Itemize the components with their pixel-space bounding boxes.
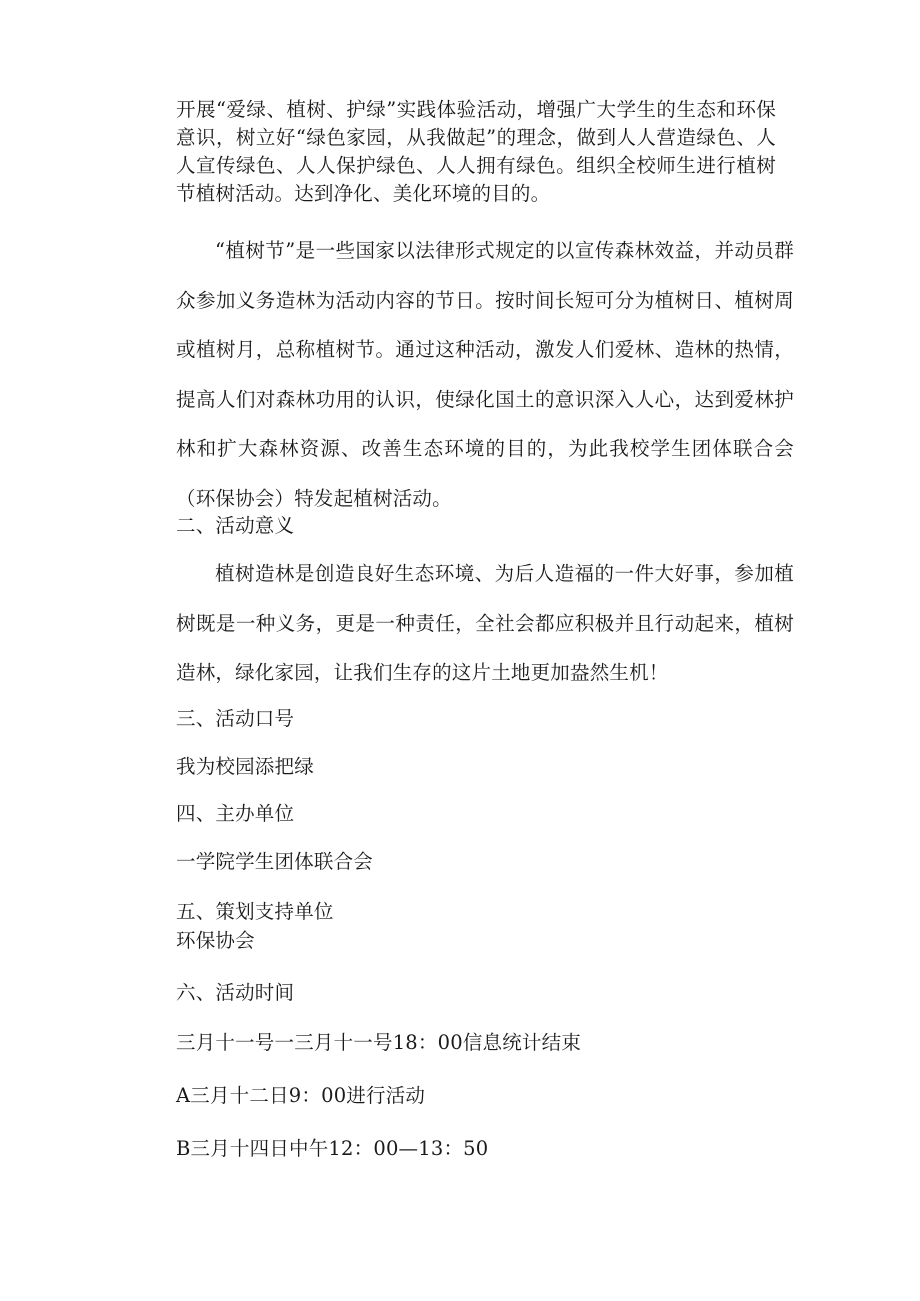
schedule-item-2: A三月十二日9：00进行活动 (176, 1084, 426, 1107)
section-4-heading: 四、主办单位 (176, 802, 295, 825)
intro-paragraph: 开展“爱绿、植树、护绿”实践体验活动，增强广大学生的生态和环保意识，树立好“绿色家园，从我做起”的理念，做到人人营造绿色、人人宣传绿色、人人保护绿色、人人拥有绿色。组织全校师生进行植树节植树活动。达到净化、美化环境的目的。 (176, 98, 776, 205)
section-2-body: 植树造林是创造良好生态环境、为后人造福的一件大好事，参加植树既是一种义务，更是一种责任，全社会都应积极并且行动起来，植树造林，绿化家园，让我们生存的这片土地更加盎然生机！ (176, 562, 794, 684)
section-5-body: 环保协会 (176, 929, 255, 952)
section-3-heading: 三、活动口号 (176, 707, 295, 730)
section-4-body: 一学院学生团体联合会 (176, 850, 374, 873)
schedule-item-3: B三月十四日中午12：00—13：50 (176, 1137, 489, 1160)
section-6-heading: 六、活动时间 (176, 981, 295, 1004)
paragraph-tree-planting-day: “植树节”是一些国家以法律形式规定的以宣传森林效益，并动员群众参加义务造林为活动内容的节日。按时间长短可分为植树日、植树周或植树月，总称植树节。通过这种活动，激发人们爱林、造林的热情，提高人们对森林功用的认识，使绿化国土的意识深入人心，达到爱林护林和扩大森林资源、改善生态环境的目的，为此我校学生团体联合会（环保协会）特发起植树活动。 (176, 239, 794, 510)
section-5-heading: 五、策划支持单位 (176, 900, 334, 923)
section-3-body: 我为校园添把绿 (176, 755, 314, 778)
schedule-item-1: 三月十一号一三月十一号18：00信息统计结束 (176, 1031, 582, 1054)
section-2-heading: 二、活动意义 (176, 514, 295, 537)
